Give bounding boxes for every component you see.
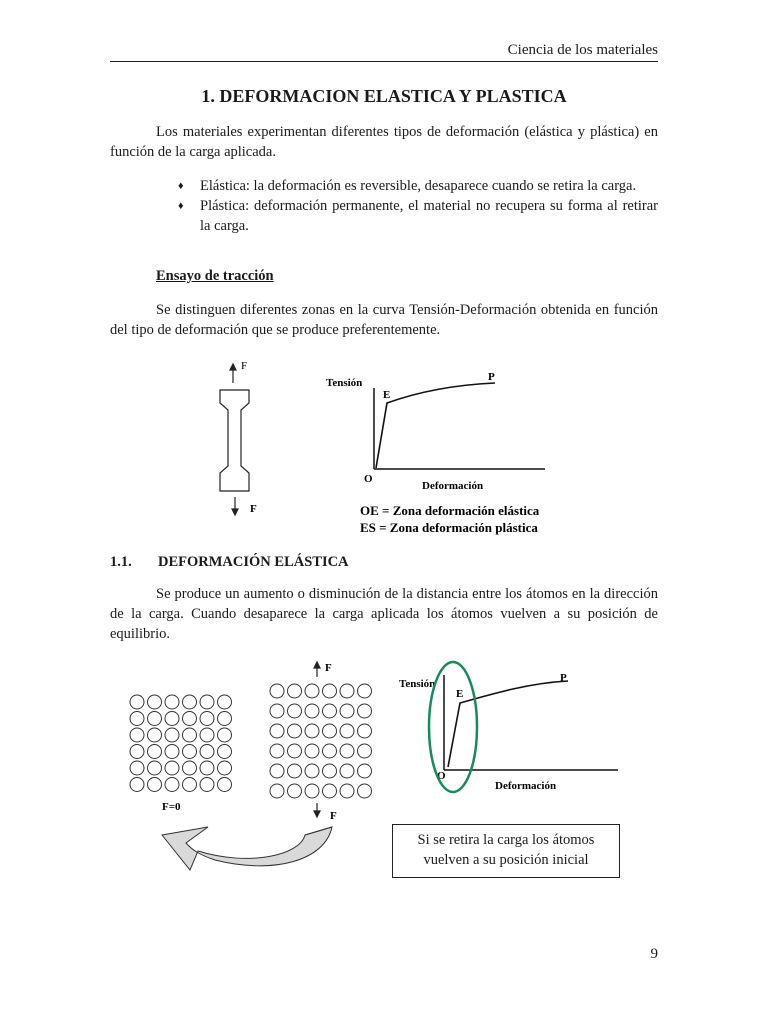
stress-strain-chart-elastic	[399, 662, 618, 792]
atom-circle	[218, 695, 232, 709]
atom-circle	[148, 761, 162, 775]
atom-circle	[200, 745, 214, 759]
atom-circle	[305, 704, 319, 718]
list-item	[178, 176, 658, 196]
section-number: 1.1.	[110, 554, 132, 570]
atom-circle	[183, 728, 197, 742]
atom-circle	[183, 695, 197, 709]
f-zero-label: F=0	[162, 801, 181, 813]
atom-circle	[340, 764, 354, 778]
elastic-zone-highlight	[429, 662, 477, 792]
atom-circle	[340, 704, 354, 718]
tensile-specimen-icon	[220, 390, 249, 491]
bullet-text: Elástica: la deformación es reversible, desaparece cuando se retira la carga.	[200, 178, 637, 194]
point-e-label: E	[383, 389, 391, 401]
atom-circle	[165, 728, 179, 742]
atom-circle	[218, 728, 232, 742]
atom-circle	[218, 712, 232, 726]
atom-circle	[200, 778, 214, 792]
atom-circle	[288, 784, 302, 798]
atom-circle	[200, 695, 214, 709]
note-box: Si se retira la carga los átomos vuelven a su posición inicial	[392, 824, 620, 878]
point-o-label: O	[364, 473, 373, 485]
atom-circle	[340, 784, 354, 798]
atom-circle	[305, 784, 319, 798]
stress-strain-chart	[326, 371, 545, 492]
force-bottom-label: F	[330, 810, 337, 822]
atom-circle	[130, 728, 144, 742]
stress-strain-curve	[448, 681, 568, 767]
force-top-label: F	[325, 662, 332, 674]
atom-lattice-at-rest	[130, 695, 232, 792]
atom-circle	[200, 761, 214, 775]
atom-circle	[288, 684, 302, 698]
atom-circle	[323, 704, 337, 718]
atom-circle	[358, 704, 372, 718]
atom-circle	[358, 724, 372, 738]
atom-circle	[358, 684, 372, 698]
y-axis-label: Tensión	[399, 678, 436, 690]
running-header: Ciencia de los materiales	[507, 42, 658, 58]
atom-circle	[130, 761, 144, 775]
force-up-arrow-icon	[314, 662, 320, 677]
force-bottom-label: F	[250, 503, 257, 515]
atom-circle	[200, 712, 214, 726]
atom-circle	[200, 728, 214, 742]
atom-circle	[148, 712, 162, 726]
force-up-arrow-icon	[230, 364, 236, 383]
atom-circle	[165, 695, 179, 709]
point-p-label: P	[560, 672, 567, 684]
x-axis-label: Deformación	[422, 480, 484, 492]
atom-circle	[305, 744, 319, 758]
atom-circle	[218, 745, 232, 759]
atom-circle	[130, 712, 144, 726]
section-title: DEFORMACIÓN ELÁSTICA	[158, 554, 349, 570]
bullet-text: Plástica: deformación permanente, el material no recupera su forma al retirar la carga.	[200, 198, 658, 234]
atom-circle	[148, 778, 162, 792]
atom-circle	[183, 778, 197, 792]
legend-elastic-zone: OE = Zona deformación elástica	[360, 503, 540, 518]
atom-circle	[165, 778, 179, 792]
x-axis-label: Deformación	[495, 780, 557, 792]
atom-circle	[270, 684, 284, 698]
atom-circle	[288, 724, 302, 738]
atom-circle	[148, 745, 162, 759]
atom-circle	[270, 784, 284, 798]
deformation-types-list	[178, 176, 658, 236]
atom-lattice-under-load	[270, 684, 372, 798]
tensile-test-figure	[200, 355, 580, 540]
atom-circle	[340, 684, 354, 698]
atom-circle	[305, 684, 319, 698]
atom-circle	[270, 724, 284, 738]
zones-paragraph: Se distinguen diferentes zonas en la curva Tensión-Deformación obtenida en función del tipo de deformación que se produce preferentemente.	[110, 302, 658, 338]
atom-circle	[340, 724, 354, 738]
atom-circle	[323, 724, 337, 738]
atom-circle	[130, 745, 144, 759]
atom-circle	[270, 764, 284, 778]
bullet-diamond-icon: ♦	[178, 200, 184, 212]
point-e-label: E	[456, 688, 464, 700]
atom-circle	[270, 704, 284, 718]
atom-circle	[305, 724, 319, 738]
bullet-diamond-icon: ♦	[178, 180, 184, 192]
atom-circle	[218, 761, 232, 775]
elastic-paragraph: Se produce un aumento o disminución de la distancia entre los átomos en la dirección de la carga. Cuando desaparece la carga aplicada los átomos vuelven a su posición de equilibrio.	[110, 586, 658, 642]
atom-circle	[183, 745, 197, 759]
list-item	[178, 196, 658, 236]
point-p-label: P	[488, 371, 495, 383]
atom-circle	[165, 712, 179, 726]
legend-plastic-zone: ES = Zona deformación plástica	[360, 520, 538, 535]
atom-circle	[323, 784, 337, 798]
atom-circle	[323, 684, 337, 698]
atom-circle	[323, 764, 337, 778]
page-title: 1. DEFORMACION ELASTICA Y PLASTICA	[201, 86, 567, 106]
atom-circle	[130, 778, 144, 792]
page-number: 9	[650, 946, 658, 962]
atom-circle	[148, 728, 162, 742]
stress-strain-curve	[376, 383, 495, 468]
atom-circle	[165, 745, 179, 759]
subheading-tensile-test: Ensayo de tracción	[156, 268, 274, 284]
atom-circle	[288, 744, 302, 758]
atom-circle	[130, 695, 144, 709]
header-rule	[110, 61, 658, 62]
atom-circle	[288, 704, 302, 718]
atom-circle	[323, 744, 337, 758]
atom-circle	[218, 778, 232, 792]
atom-circle	[183, 761, 197, 775]
atom-circle	[358, 764, 372, 778]
force-down-arrow-icon	[232, 497, 238, 515]
atom-circle	[148, 695, 162, 709]
section-heading	[110, 554, 349, 571]
atom-circle	[165, 761, 179, 775]
atom-circle	[358, 784, 372, 798]
y-axis-label: Tensión	[326, 377, 363, 389]
intro-paragraph: Los materiales experimentan diferentes tipos de deformación (elástica y plástica) en función de la carga aplicada.	[110, 124, 658, 160]
force-down-arrow-icon	[314, 803, 320, 817]
atom-circle	[183, 712, 197, 726]
atom-circle	[358, 744, 372, 758]
point-o-label: O	[437, 770, 446, 782]
atom-circle	[270, 744, 284, 758]
return-arrow-icon	[162, 827, 332, 870]
atom-circle	[340, 744, 354, 758]
atom-circle	[305, 764, 319, 778]
force-top-label: F	[241, 360, 248, 372]
atom-circle	[288, 764, 302, 778]
